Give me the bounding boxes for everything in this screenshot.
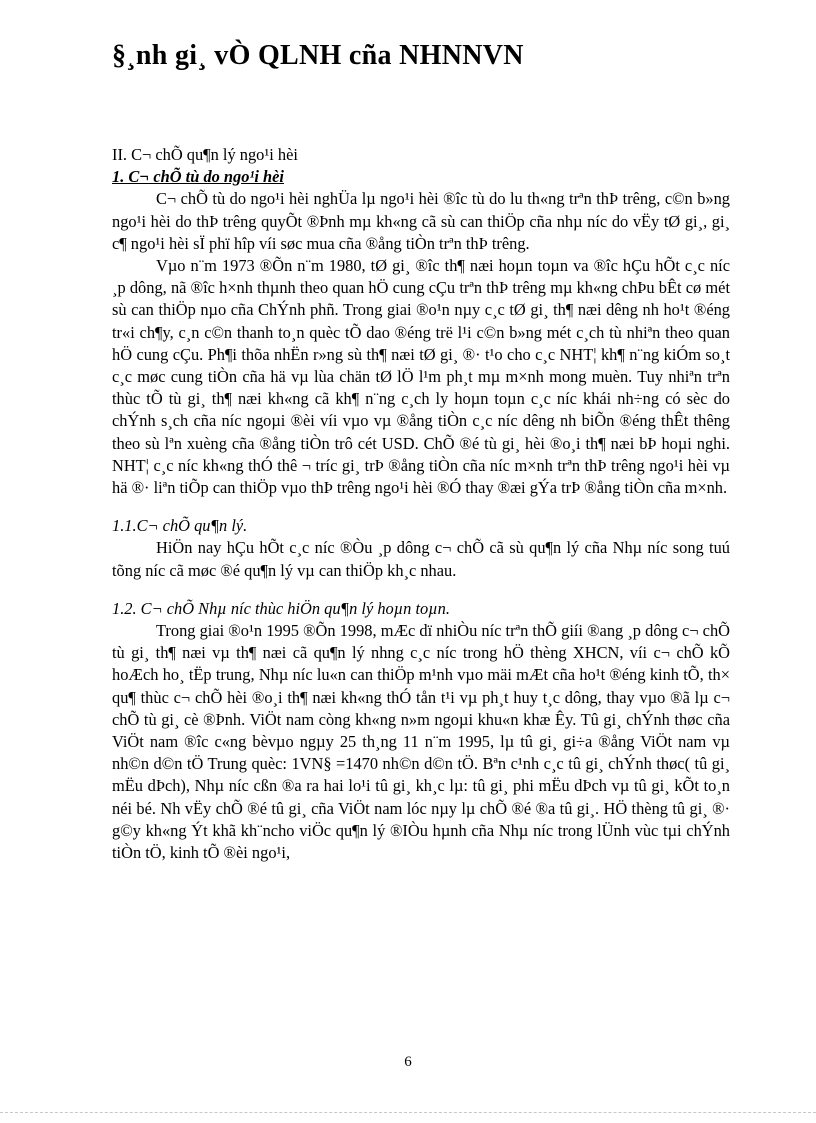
subsection-1-1-heading: 1.1.C¬ chÕ qu¶n lý.: [112, 516, 248, 536]
spacer: [112, 582, 730, 598]
paragraph: HiÖn nay hÇu hÕt c¸c níc ®Òu ¸p dông c¬ chÕ cã sù qu¶n lý cña Nhµ níc song tuú tõng níc cã møc ®é qu¶n lý vµ can thiÖp kh¸c nhau.: [112, 538, 730, 580]
spacer: [112, 499, 730, 515]
page-bottom-rule: [0, 1112, 816, 1113]
section-heading: II. C¬ chÕ qu¶n lý ngo¹i hèi: [112, 145, 298, 164]
paragraph: C¬ chÕ tù do ngo¹i hèi nghÜa lµ ngo¹i hèi ®îc tù do lu th«ng trªn thÞ trêng, c©n b»ng ngo¹i hèi do thÞ trêng quyÕt ®Þnh mµ kh«ng cã sù can thiÖp cña nhµ níc do vËy tØ gi¸, gi¸ c¶ ngo¹i hèi sÏ phï hîp víi søc mua cña ®ång tiÒn trªn thÞ trêng.: [112, 189, 730, 253]
paragraph: Vµo n¨m 1973 ®Õn n¨m 1980, tØ gi¸ ®îc th¶ næi hoµn toµn va ®îc hÇu hÕt c¸c níc ¸p dông, nã ®îc h×nh thµnh theo quan hÖ cung cÇu trªn thÞ trêng mµ kh«ng chÞu bÊt cø mét sù can thiÖp nµo cña ChÝnh phñ. Trong giai ®o¹n nµy c¸c tØ gi¸ th¶ næi dêng nh ho¹t ®éng tr«i ch¶y, c¸n c©n thanh to¸n quèc tÕ dao ®éng trë l¹i c©n b»ng mét c¸ch tù nhiªn theo quan hÖ cung cÇu. Ph¶i thõa nhËn r»ng sù th¶ næi tØ gi¸ ®· t¹o cho c¸c NHT¦ kh¶ n¨ng kiÓm so¸t c¸c møc cung tiÒn cña hä vµ lùa chän tØ lÖ l¹m ph¸t mµ m×nh mong muèn. Tuy nhiªn trªn thùc tÕ tù gi¸ th¶ næi kh«ng cã kh¶ n¨ng c¸ch ly hoµn toµn c¸c níc khái nh÷ng có sèc do chÝnh s¸ch cña níc ngoµi ®èi víi vµo vµ ®ång tiÒn c¸c níc dêng nh biÕn ®éng thÊt thêng theo sù lªn xuèng cña ®ång tiÒn trô cét USD. ChÕ ®é tù gi¸ hèi ®o¸i th¶ næi bÞ hoµi nghi. NHT¦ c¸c níc kh«ng thÓ thê ¬ tríc gi¸ trÞ ®ång tiÒn cña níc m×nh trªn thÞ trêng ngo¹i hèi vµ hä ®· liªn tiÕp can thiÖp vµo thÞ trêng ngo¹i hèi ®Ó thay ®æi gÝa trÞ ®ång tiÒn cña m×nh.: [112, 256, 730, 498]
document-body: [112, 144, 730, 864]
subsection-1-2-heading: 1.2. C¬ chÕ Nhµ níc thùc hiÖn qu¶n lý hoµn toµn.: [112, 598, 450, 618]
page-title: §¸nh gi¸ vÒ QLNH cña NHNNVN: [112, 40, 524, 71]
paragraph: Trong giai ®o¹n 1995 ®Õn 1998, mÆc dï nhiÒu níc trªn thÕ giíi ®ang ¸p dông c¬ chÕ tù gi¸ th¶ næi vµ th¶ næi cã qu¶n lý nhng c¸c níc trong hÖ thèng XHCN, víi c¬ chÕ kÕ hoÆch ho¸ tËp trung, Nhµ níc lu«n can thiÖp m¹nh vµo mäi mÆt cña ho¹t ®éng kinh tÕ, th× qu¶ thùc c¬ chÕ hèi ®o¸i th¶ næi kh«ng thÓ tån t¹i vµ ph¸t huy t¸c dông, thay vµo ®ã lµ c¬ chÕ tù gi¸ cè ®Þnh. ViÖt nam còng kh«ng n»m ngoµi khu«n khæ Êy. Tû gi¸ chÝnh thøc cña ViÖt nam ®îc c«ng bèvµo ngµy 25 th¸ng 11 n¨m 1995, lµ tû gi¸ gi÷a ®ång ViÖt nam vµ nh©n d©n tÖ Trung quèc: 1VN§ =1470 nh©n d©n tÖ. Bªn c¹nh c¸c tû gi¸ chÝnh thøc( tû gi¸ mËu dÞch), Nhµ níc cßn ®a ra hai lo¹i tû gi¸ kh¸c lµ: tû gi¸ phi mËu dÞch vµ tû gi¸ kÕt to¸n néi bé. Nh vËy chÕ ®é tû gi¸ cña ViÖt nam lóc nµy lµ chÕ ®é ®a tû gi¸. HÖ thèng tû gi¸ ®· g©y kh«ng Ýt khã kh¨ncho viÖc qu¶n lý ®IÒu hµnh cña Nhµ níc trong lÜnh vùc tµi chÝnh tiÒn tÖ, kinh tÕ ®èi ngo¹i,: [112, 621, 730, 863]
page-number: 6: [404, 1054, 412, 1070]
subsection-1-heading: 1. C¬ chÕ tù do ngo¹i hèi: [112, 167, 284, 187]
